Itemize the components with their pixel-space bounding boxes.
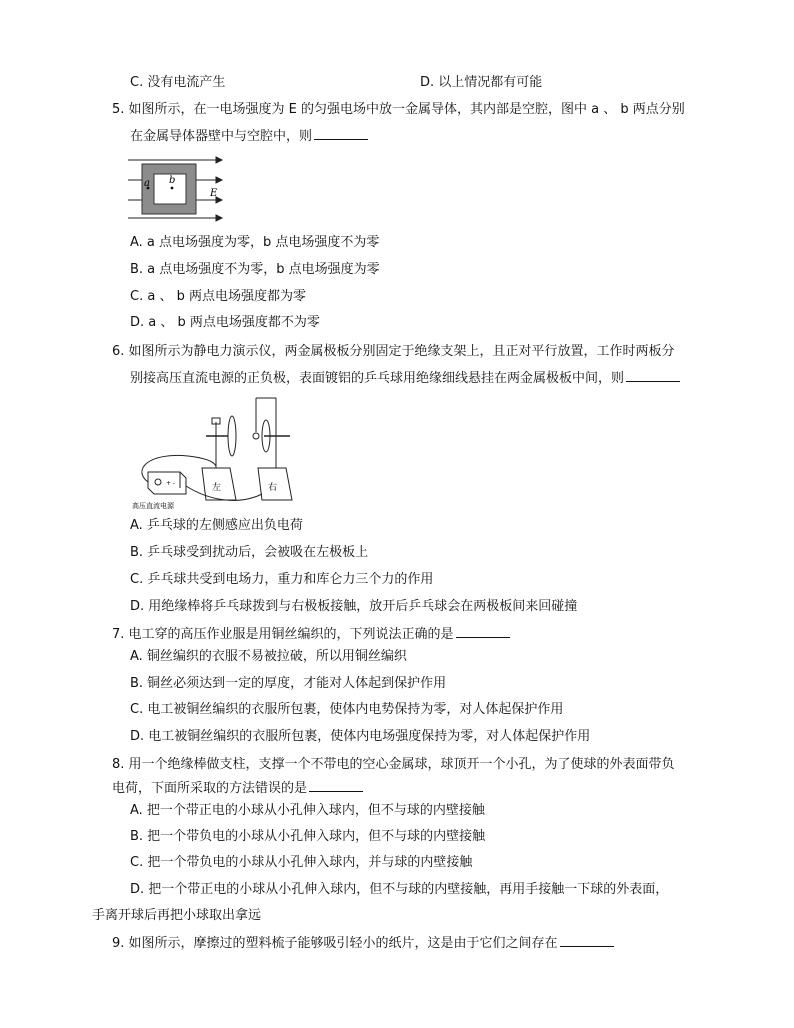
q5-figure: [126, 154, 226, 224]
answer-blank: [560, 934, 614, 947]
q8-option-b: B. 把一个带负电的小球从小孔伸入球内，但不与球的内壁接触: [130, 829, 486, 844]
label-power-supply: 高压直流电源: [132, 502, 174, 510]
q5-option-c: C. a 、 b 两点电场强度都为零: [130, 289, 306, 304]
q7-option-c: C. 电工被铜丝编织的衣服所包裹，使体内电势保持为零，对人体起保护作用: [130, 702, 564, 717]
q5-option-d: D. a 、 b 两点电场强度都不为零: [130, 315, 320, 330]
q8-option-a: A. 把一个带正电的小球从小孔伸入球内，但不与球的内壁接触: [130, 803, 485, 818]
answer-blank: [626, 369, 680, 382]
answer-blank: [314, 127, 368, 140]
label-a: a: [144, 178, 150, 189]
label-right: 右: [268, 483, 278, 493]
q7-option-b: B. 铜丝必须达到一定的厚度，才能对人体起到保护作用: [130, 676, 447, 691]
q6-stem-line1: 6. 如图所示为静电力演示仪，两金属极板分别固定于绝缘支架上，且正对平行放置，工作时两板分: [112, 344, 675, 359]
q6-option-b: B. 乒乓球受到扰动后，会被吸在左极板上: [130, 545, 369, 560]
answer-blank: [456, 625, 510, 638]
q4-option-c: C. 没有电流产生: [130, 75, 226, 90]
q5-stem-line1: 5. 如图所示，在一电场强度为 E 的匀强电场中放一金属导体，其内部是空腔，图中 a 、 b 两点分别: [112, 102, 685, 117]
q8-stem-line2: 电荷，下面所采取的方法错误的是: [112, 779, 363, 798]
q5-option-b: B. a 点电场强度不为零，b 点电场强度为零: [130, 262, 380, 277]
label-b: b: [169, 175, 176, 186]
q6-stem-line2: 别接高压直流电源的正负极，表面镀铝的乒乓球用绝缘细线悬挂在两金属极板中间，则: [130, 369, 680, 388]
label-terminals: + -: [166, 480, 175, 487]
q6-option-c: C. 乒乓球共受到电场力，重力和库仑力三个力的作用: [130, 572, 434, 587]
label-left: 左: [212, 483, 222, 493]
q5-stem-line2: 在金属导体器壁中与空腔中，则: [130, 127, 368, 146]
q5-option-a: A. a 点电场强度为零，b 点电场强度不为零: [130, 235, 380, 250]
q6-option-a: A. 乒乓球的左侧感应出负电荷: [130, 518, 303, 533]
q6-option-d: D. 用绝缘棒将乒乓球拨到与右极板接触，放开后乒乓球会在两极板间来回碰撞: [130, 599, 578, 614]
q8-option-d-line1: D. 把一个带正电的小球从小孔伸入球内，但不与球的内壁接触，再用手接触一下球的外表面，: [130, 882, 669, 897]
q8-option-d-line2: 手离开球后再把小球取出拿远: [92, 908, 262, 923]
q4-option-d: D. 以上情况都有可能: [420, 75, 543, 90]
q8-stem-line1: 8. 用一个绝缘棒做支柱，支撑一个不带电的空心金属球，球顶开一个小孔，为了使球的外表面带负: [112, 757, 675, 772]
label-e: E: [210, 188, 218, 199]
q7-stem: 7. 电工穿的高压作业服是用铜丝编织的，下列说法正确的是: [112, 625, 510, 644]
q6-figure: [128, 390, 304, 514]
q9-stem: 9. 如图所示，摩擦过的塑料梳子能够吸引轻小的纸片，这是由于它们之间存在: [112, 934, 614, 953]
q7-option-d: D. 电工被铜丝编织的衣服所包裹，使体内电场强度保持为零，对人体起保护作用: [130, 729, 591, 744]
answer-blank: [309, 779, 363, 792]
q8-option-c: C. 把一个带负电的小球从小孔伸入球内，并与球的内壁接触: [130, 855, 473, 870]
q7-option-a: A. 铜丝编织的衣服不易被拉破，所以用铜丝编织: [130, 649, 407, 664]
